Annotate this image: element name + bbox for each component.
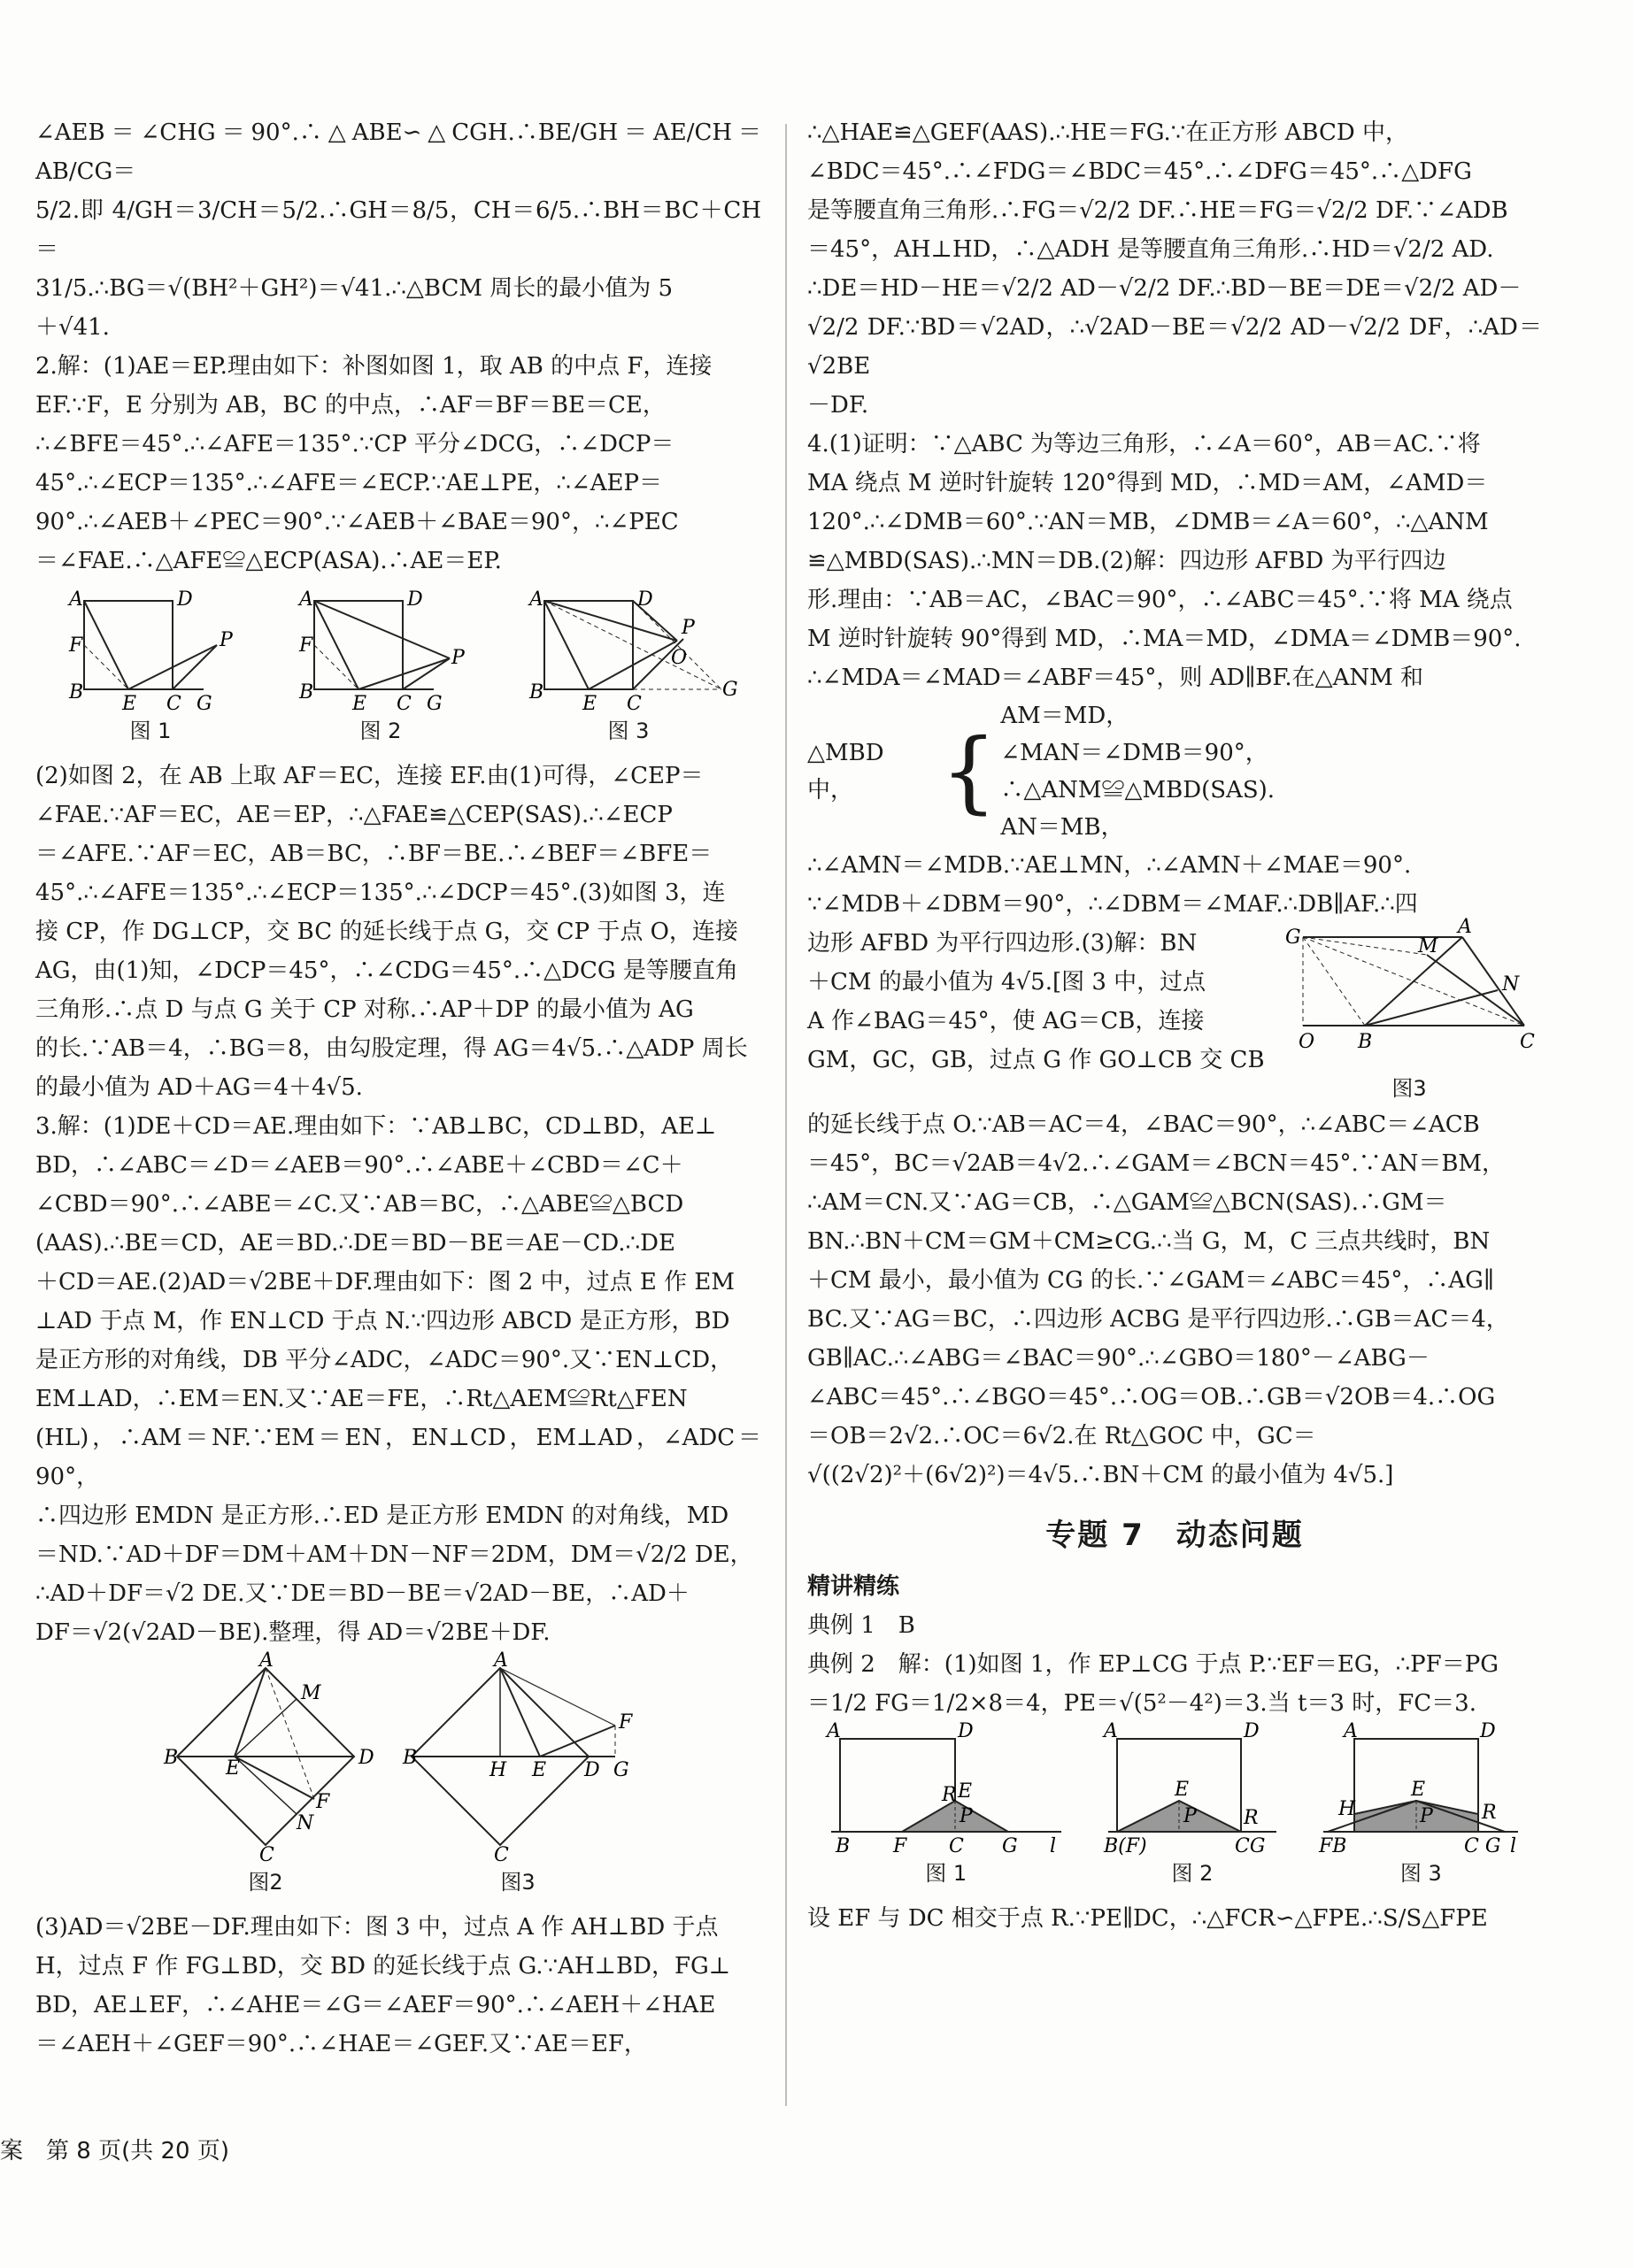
subheading: 精讲精练 — [807, 1573, 900, 1600]
text-line: 3.解：(1)DE＋CD＝AE.理由如下：∵AB⊥BC，CD⊥BD，AE⊥ — [35, 1113, 717, 1140]
svg-text:A: A — [529, 588, 543, 611]
svg-text:G: G — [722, 679, 738, 701]
svg-text:G: G — [427, 693, 443, 715]
svg-text:FB: FB — [1319, 1835, 1347, 1857]
text-line: ∴∠BFE＝45°.∴∠AFE＝135°.∵CP 平分∠DCG，∴∠DCP＝ — [35, 431, 674, 457]
svg-text:C: C — [494, 1844, 509, 1866]
left-column — [35, 113, 761, 2064]
text-line: 90°.∴∠AEB＋∠PEC＝90°.∵∠AEB＋∠BAE＝90°，∴∠PEC — [35, 509, 679, 535]
text-line: BD，∴∠ABC＝∠D＝∠AEB＝90°.∴∠ABE＋∠CBD＝∠C＋ — [35, 1152, 683, 1179]
svg-text:E: E — [532, 1759, 547, 1781]
text-line: DF＝√2(√2AD－BE).整理，得 AD＝√2BE＋DF. — [35, 1619, 551, 1646]
svg-text:E: E — [1174, 1779, 1190, 1801]
svg-text:E: E — [582, 693, 597, 715]
text-line: GB∥AC.∴∠ABG＝∠BAC＝90°.∴∠GBO＝180°－∠ABG－ — [807, 1345, 1430, 1372]
svg-text:l: l — [1049, 1835, 1056, 1857]
text-line: 是正方形的对角线，DB 平分∠ADC，∠ADC＝90°.又∵EN⊥CD， — [35, 1347, 734, 1373]
text-line: ＋CM 的最小值为 4√5.[图 3 中，过点 — [807, 969, 1206, 996]
text-line: H，过点 F 作 FG⊥BD，交 BD 的延长线于点 G.∵AH⊥BD，FG⊥ — [35, 1953, 731, 1980]
svg-text:C: C — [259, 1844, 274, 1866]
svg-text:D: D — [584, 1759, 600, 1781]
text-line: ∵∠MDB＋∠DBM＝90°，∴∠DBM＝∠MAF.∴DB∥AF.∴四 — [807, 891, 1418, 918]
text-line: EM⊥AD，∴EM＝EN.又∵AE＝FE，∴Rt△AEM≌Rt△FEN — [35, 1386, 688, 1412]
svg-text:l: l — [1510, 1835, 1517, 1857]
brace-line: AN＝MB， — [1000, 814, 1124, 841]
svg-text:F: F — [892, 1835, 906, 1857]
text-line: ⊥AD 于点 M，作 EN⊥CD 于点 N.∵四边形 ABCD 是正方形，BD — [35, 1308, 730, 1334]
text-line: 31/5.∴BG＝√(BH²＋GH²)＝√41.∴△BCM 周长的最小值为 5 — [35, 275, 674, 302]
text-line: ∴∠AMN＝∠MDB.∵AE⊥MN，∴∠AMN＋∠MAE＝90°. — [807, 852, 1412, 879]
brace-system — [807, 697, 1542, 846]
text-line: (2)如图 2，在 AB 上取 AF＝EC，连接 EF.由(1)可得，∠CEP＝ — [35, 763, 704, 789]
text-line: ∴AM＝CN.又∵AG＝CB，∴△GAM≌△BCN(SAS).∴GM＝ — [807, 1189, 1447, 1216]
svg-text:B: B — [1358, 1031, 1373, 1053]
text-line: 形.理由：∵AB＝AC，∠BAC＝90°，∴∠ABC＝45°.∵将 MA 绕点 — [807, 587, 1513, 613]
text-line: 4.(1)证明：∵△ABC 为等边三角形，∴∠A＝60°，AB＝AC.∵将 — [807, 431, 1481, 457]
geometry-diagram — [1319, 1720, 1522, 1857]
figure-row-a — [35, 588, 761, 744]
text-line: ＋√41. — [35, 314, 110, 341]
svg-text:A: A — [1103, 1720, 1118, 1742]
text-line: 45°.∴∠AFE＝135°.∴∠ECP＝135°.∴∠DCP＝45°.(3)如图 3，连 — [35, 880, 726, 906]
geometry-diagram — [164, 1649, 374, 1866]
text-line: ∴DE＝HD－HE＝√2/2 AD－√2/2 DF.∴BD－BE＝DE＝√2/2 AD－ — [807, 275, 1522, 302]
svg-text:A: A — [826, 1720, 841, 1742]
svg-text:A: A — [1344, 1720, 1359, 1742]
svg-text:B: B — [299, 681, 314, 703]
figure-caption: 图 3 — [607, 719, 650, 743]
figure-3a — [522, 588, 738, 744]
text-line: BN.∴BN＋CM＝GM＋CM≥CG.∴当 G，M，C 三点共线时，BN — [807, 1228, 1491, 1255]
svg-text:B: B — [529, 681, 544, 703]
section-title: 专题 7 动态问题 — [1045, 1518, 1304, 1553]
svg-text:N: N — [297, 1812, 314, 1834]
page-footer: 案 第 8 页(共 20 页) — [0, 2138, 229, 2164]
text-line: ≌△MBD(SAS).∴MN＝DB.(2)解：四边形 AFBD 为平行四边 — [807, 548, 1446, 574]
svg-text:A: A — [494, 1649, 508, 1672]
figure-row-b — [35, 1649, 761, 1895]
figure-caption: 图 3 — [1399, 1861, 1442, 1886]
text-line: (AAS).∴BE＝CD，AE＝BD.∴DE＝BD－BE＝AE－CD.∴DE — [35, 1230, 675, 1257]
figure-caption: 图 2 — [1171, 1861, 1214, 1886]
text-line: BD，AE⊥EF，∴∠AHE＝∠G＝∠AEF＝90°.∴∠AEH＋∠HAE — [35, 1992, 716, 2018]
text-line: ∠BDC＝45°.∴∠FDG＝∠BDC＝45°.∴∠DFG＝45°.∴△DFG — [807, 158, 1472, 185]
figure-2b — [164, 1649, 374, 1895]
svg-text:R: R — [1243, 1807, 1259, 1829]
svg-text:G: G — [197, 693, 212, 715]
text-line: √2/2 DF.∵BD＝√2AD，∴√2AD－BE＝√2/2 AD－√2/2 DF，∴AD＝√2BE — [807, 314, 1542, 380]
svg-text:M: M — [1418, 935, 1438, 957]
svg-text:G: G — [1285, 926, 1301, 949]
svg-text:H: H — [489, 1759, 507, 1781]
column-divider — [785, 124, 787, 2106]
text-line: 三角形.∴点 D 与点 G 关于 CP 对称.∴AP＋DP 的最小值为 AG — [35, 996, 694, 1023]
text-line: √((2√2)²＋(6√2)²)＝4√5.∴BN＋CM 的最小值为 4√5.] — [807, 1462, 1394, 1488]
text-line: ＝45°，BC＝√2AB＝4√2.∴∠GAM＝∠BCN＝45°.∵AN＝BM， — [807, 1150, 1506, 1177]
figure-3c — [1276, 916, 1542, 1102]
text-line: ＝OB＝2√2.∴OC＝6√2.在 Rt△GOC 中，GC＝ — [807, 1423, 1316, 1449]
geometry-diagram — [826, 1720, 1066, 1857]
text-line: ∴∠MDA＝∠MAD＝∠ABF＝45°，则 AD∥BF.在△ANM 和 — [807, 665, 1424, 691]
svg-text:P: P — [1183, 1805, 1197, 1827]
text-line: ＋CD＝AE.(2)AD＝√2BE＋DF.理由如下：图 2 中，过点 E 作 EM — [35, 1269, 735, 1295]
text-line: 的长.∵AB＝4，∴BG＝8，由勾股定理，得 AG＝4√5.∴△ADP 周长 — [35, 1035, 748, 1062]
svg-text:B: B — [164, 1747, 179, 1769]
svg-text:P: P — [1420, 1805, 1434, 1827]
svg-text:B(F): B(F) — [1103, 1835, 1147, 1857]
svg-text:C: C — [397, 693, 412, 715]
text-line: 45°.∴∠ECP＝135°.∴∠AFE＝∠ECP.∵AE⊥PE，∴∠AEP＝ — [35, 470, 663, 496]
svg-text:E: E — [226, 1757, 241, 1780]
text-line: 120°.∴∠DMB＝60°.∵AN＝MB，∠DMB＝∠A＝60°，∴△ANM — [807, 509, 1489, 535]
svg-text:P: P — [682, 617, 695, 639]
figure-caption: 图3 — [500, 1870, 536, 1895]
text-line: 5/2.即 4/GH＝3/CH＝5/2.∴GH＝8/5，CH＝6/5.∴BH＝BC＋CH＝ — [35, 197, 761, 263]
text-line: 2.解：(1)AE＝EP.理由如下：补图如图 1，取 AB 的中点 F，连接 — [35, 353, 713, 380]
svg-text:R: R — [1482, 1802, 1497, 1824]
geometry-diagram — [1103, 1720, 1281, 1857]
figure-caption: 图3 — [1391, 1076, 1427, 1101]
figure-2c — [1103, 1720, 1281, 1887]
text-line: 是等腰直角三角形.∴FG＝√2/2 DF.∴HE＝FG＝√2/2 DF.∵∠ADB — [807, 197, 1508, 224]
svg-text:P: P — [220, 629, 233, 651]
text-line: ∴四边形 EMDN 是正方形.∴ED 是正方形 EMDN 的对角线，MD — [35, 1503, 729, 1529]
text-line: EF.∵F，E 分别为 AB，BC 的中点，∴AF＝BF＝BE＝CE， — [35, 392, 666, 419]
text-line: ＝1/2 FG＝1/2×8＝4，PE＝√(5²－4²)＝3.当 t＝3 时，FC＝3. — [807, 1690, 1476, 1717]
svg-text:P: P — [451, 647, 465, 669]
brace-lines — [1000, 697, 1542, 846]
svg-text:M: M — [301, 1682, 321, 1704]
figure-1a — [62, 588, 239, 744]
text-line: ∠CBD＝90°.∴∠ABE＝∠C.又∵AB＝BC，∴△ABE≌△BCD — [35, 1191, 684, 1218]
text-line: (3)AD＝√2BE－DF.理由如下：图 3 中，过点 A 作 AH⊥BD 于点 — [35, 1914, 719, 1941]
text-line: 设 EF 与 DC 相交于点 R.∵PE∥DC，∴△FCR∽△FPE.∴S/S△FPE — [807, 1905, 1488, 1932]
svg-text:C: C — [166, 693, 181, 715]
figure-3b — [403, 1649, 633, 1895]
svg-text:F: F — [299, 634, 313, 657]
svg-text:CG: CG — [1234, 1835, 1266, 1857]
right-column — [807, 113, 1542, 1938]
svg-text:C: C — [948, 1835, 964, 1857]
text-line: GM，GC，GB，过点 G 作 GO⊥CB 交 CB — [807, 1047, 1265, 1073]
svg-text:G: G — [1001, 1835, 1018, 1857]
geometry-diagram — [62, 588, 239, 715]
svg-text:D: D — [407, 588, 423, 611]
figure-2a — [292, 588, 469, 744]
svg-text:D: D — [637, 588, 653, 611]
text-line: M 逆时针旋转 90°得到 MD，∴MA＝MD，∠DMA＝∠DMB＝90°. — [807, 626, 1522, 652]
svg-text:E: E — [352, 693, 367, 715]
text-line: AG，由(1)知，∠DCP＝45°，∴∠CDG＝45°.∴△DCG 是等腰直角 — [35, 957, 738, 984]
svg-text:O: O — [671, 647, 688, 669]
svg-text:D: D — [358, 1747, 374, 1769]
text-line: 的最小值为 AD＋AG＝4＋4√5. — [35, 1074, 363, 1101]
svg-text:O: O — [1299, 1031, 1315, 1053]
figure-caption: 图 1 — [925, 1861, 967, 1886]
text-line: BC.又∵AG＝BC，∴四边形 ACBG 是平行四边形.∴GB＝AC＝4， — [807, 1306, 1509, 1333]
svg-text:C G: C G — [1464, 1835, 1501, 1857]
figure-row-c — [807, 1720, 1542, 1887]
svg-text:A: A — [1458, 916, 1472, 938]
text-line: 边形 AFBD 为平行四边形.(3)解：BN — [807, 930, 1198, 957]
figure-3c-dyn — [1319, 1720, 1522, 1887]
brace-line: AM＝MD， — [1000, 703, 1129, 729]
brace-prefix: △MBD 中， — [807, 740, 884, 803]
figure-caption: 图 1 — [129, 719, 172, 743]
geometry-diagram — [292, 588, 469, 715]
svg-text:E: E — [122, 693, 137, 715]
svg-text:P: P — [959, 1805, 973, 1827]
svg-text:F: F — [619, 1711, 633, 1734]
text-line: 的延长线于点 O.∵AB＝AC＝4，∠BAC＝90°，∴∠ABC＝∠ACB — [807, 1111, 1480, 1138]
svg-text:A: A — [259, 1649, 274, 1672]
svg-text:B: B — [835, 1835, 850, 1857]
text-line: MA 绕点 M 逆时针旋转 120°得到 MD，∴MD＝AM，∠AMD＝ — [807, 470, 1488, 496]
svg-text:F: F — [69, 634, 83, 657]
text-line: －DF. — [807, 392, 869, 419]
svg-text:R: R — [941, 1784, 957, 1806]
text-line: ∴AD＋DF＝√2 DE.又∵DE＝BD－BE＝√2AD－BE，∴AD＋ — [35, 1580, 690, 1607]
svg-text:E: E — [957, 1780, 972, 1803]
text-line: ∠ABC＝45°.∴∠BGO＝45°.∴OG＝OB.∴GB＝√2OB＝4.∴OG — [807, 1384, 1496, 1411]
figure-1c — [826, 1720, 1066, 1887]
text-line: ∠FAE.∵AF＝EC，AE＝EP，∴△FAE≌△CEP(SAS).∴∠ECP — [35, 802, 673, 828]
example-1: 典例 1 B — [807, 1612, 915, 1639]
svg-text:D: D — [1480, 1720, 1496, 1742]
text-line: A 作∠BAG＝45°，使 AG＝CB，连接 — [807, 1008, 1205, 1034]
svg-text:B: B — [403, 1747, 418, 1769]
text-line: (HL)，∴AM＝NF.∵EM＝EN，EN⊥CD，EM⊥AD，∠ADC＝90°， — [35, 1425, 761, 1490]
svg-text:A: A — [69, 588, 83, 611]
text-line: ∴△HAE≌△GEF(AAS).∴HE＝FG.∵在正方形 ABCD 中， — [807, 119, 1408, 146]
svg-text:F: F — [316, 1791, 330, 1813]
svg-text:B: B — [69, 681, 84, 703]
brace-line: ∠MAN＝∠DMB＝90°，∴△ANM≌△MBD(SAS). — [1000, 740, 1276, 803]
text-line: 接 CP，作 DG⊥CP，交 BC 的延长线于点 G，交 CP 于点 O，连接 — [35, 919, 738, 945]
svg-text:N: N — [1502, 973, 1520, 996]
text-line: ＝∠FAE.∴△AFE≌△ECP(ASA).∴AE＝EP. — [35, 548, 502, 574]
geometry-diagram — [1276, 916, 1542, 1065]
svg-text:G: G — [613, 1759, 629, 1781]
text-line: ＋CM 最小，最小值为 CG 的长.∵∠GAM＝∠ABC＝45°，∴AG∥ — [807, 1267, 1494, 1294]
text-line: 典例 2 解：(1)如图 1，作 EP⊥CG 于点 P.∵EF＝EG，∴PF＝PG — [807, 1651, 1499, 1678]
svg-text:D: D — [177, 588, 193, 611]
brace-icon: { — [940, 719, 998, 823]
svg-text:D: D — [1243, 1720, 1260, 1742]
svg-text:C: C — [1520, 1031, 1535, 1053]
geometry-diagram — [522, 588, 738, 715]
geometry-diagram — [403, 1649, 633, 1866]
svg-text:A: A — [299, 588, 313, 611]
svg-text:E: E — [1411, 1779, 1426, 1801]
text-line: ＝45°，AH⊥HD，∴△ADH 是等腰直角三角形.∴HD＝√2/2 AD. — [807, 236, 1494, 263]
text-line: ＝∠AFE.∵AF＝EC，AB＝BC，∴BF＝BE.∴∠BEF＝∠BFE＝ — [35, 841, 713, 867]
figure-caption: 图 2 — [359, 719, 402, 743]
text-line: ∠AEB＝∠CHG＝90°.∴△ABE∽△CGH.∴BE/GH＝AE/CH＝AB/CG＝ — [35, 119, 761, 185]
svg-text:D: D — [957, 1720, 974, 1742]
text-line: ＝ND.∵AD＋DF＝DM＋AM＋DN－NF＝2DM，DM＝√2/2 DE， — [35, 1541, 753, 1568]
text-line: ＝∠AEH＋∠GEF＝90°.∴∠HAE＝∠GEF.又∵AE＝EF， — [35, 2031, 647, 2057]
svg-text:C: C — [627, 693, 642, 715]
svg-text:H: H — [1338, 1798, 1356, 1820]
figure-caption: 图2 — [248, 1870, 283, 1895]
